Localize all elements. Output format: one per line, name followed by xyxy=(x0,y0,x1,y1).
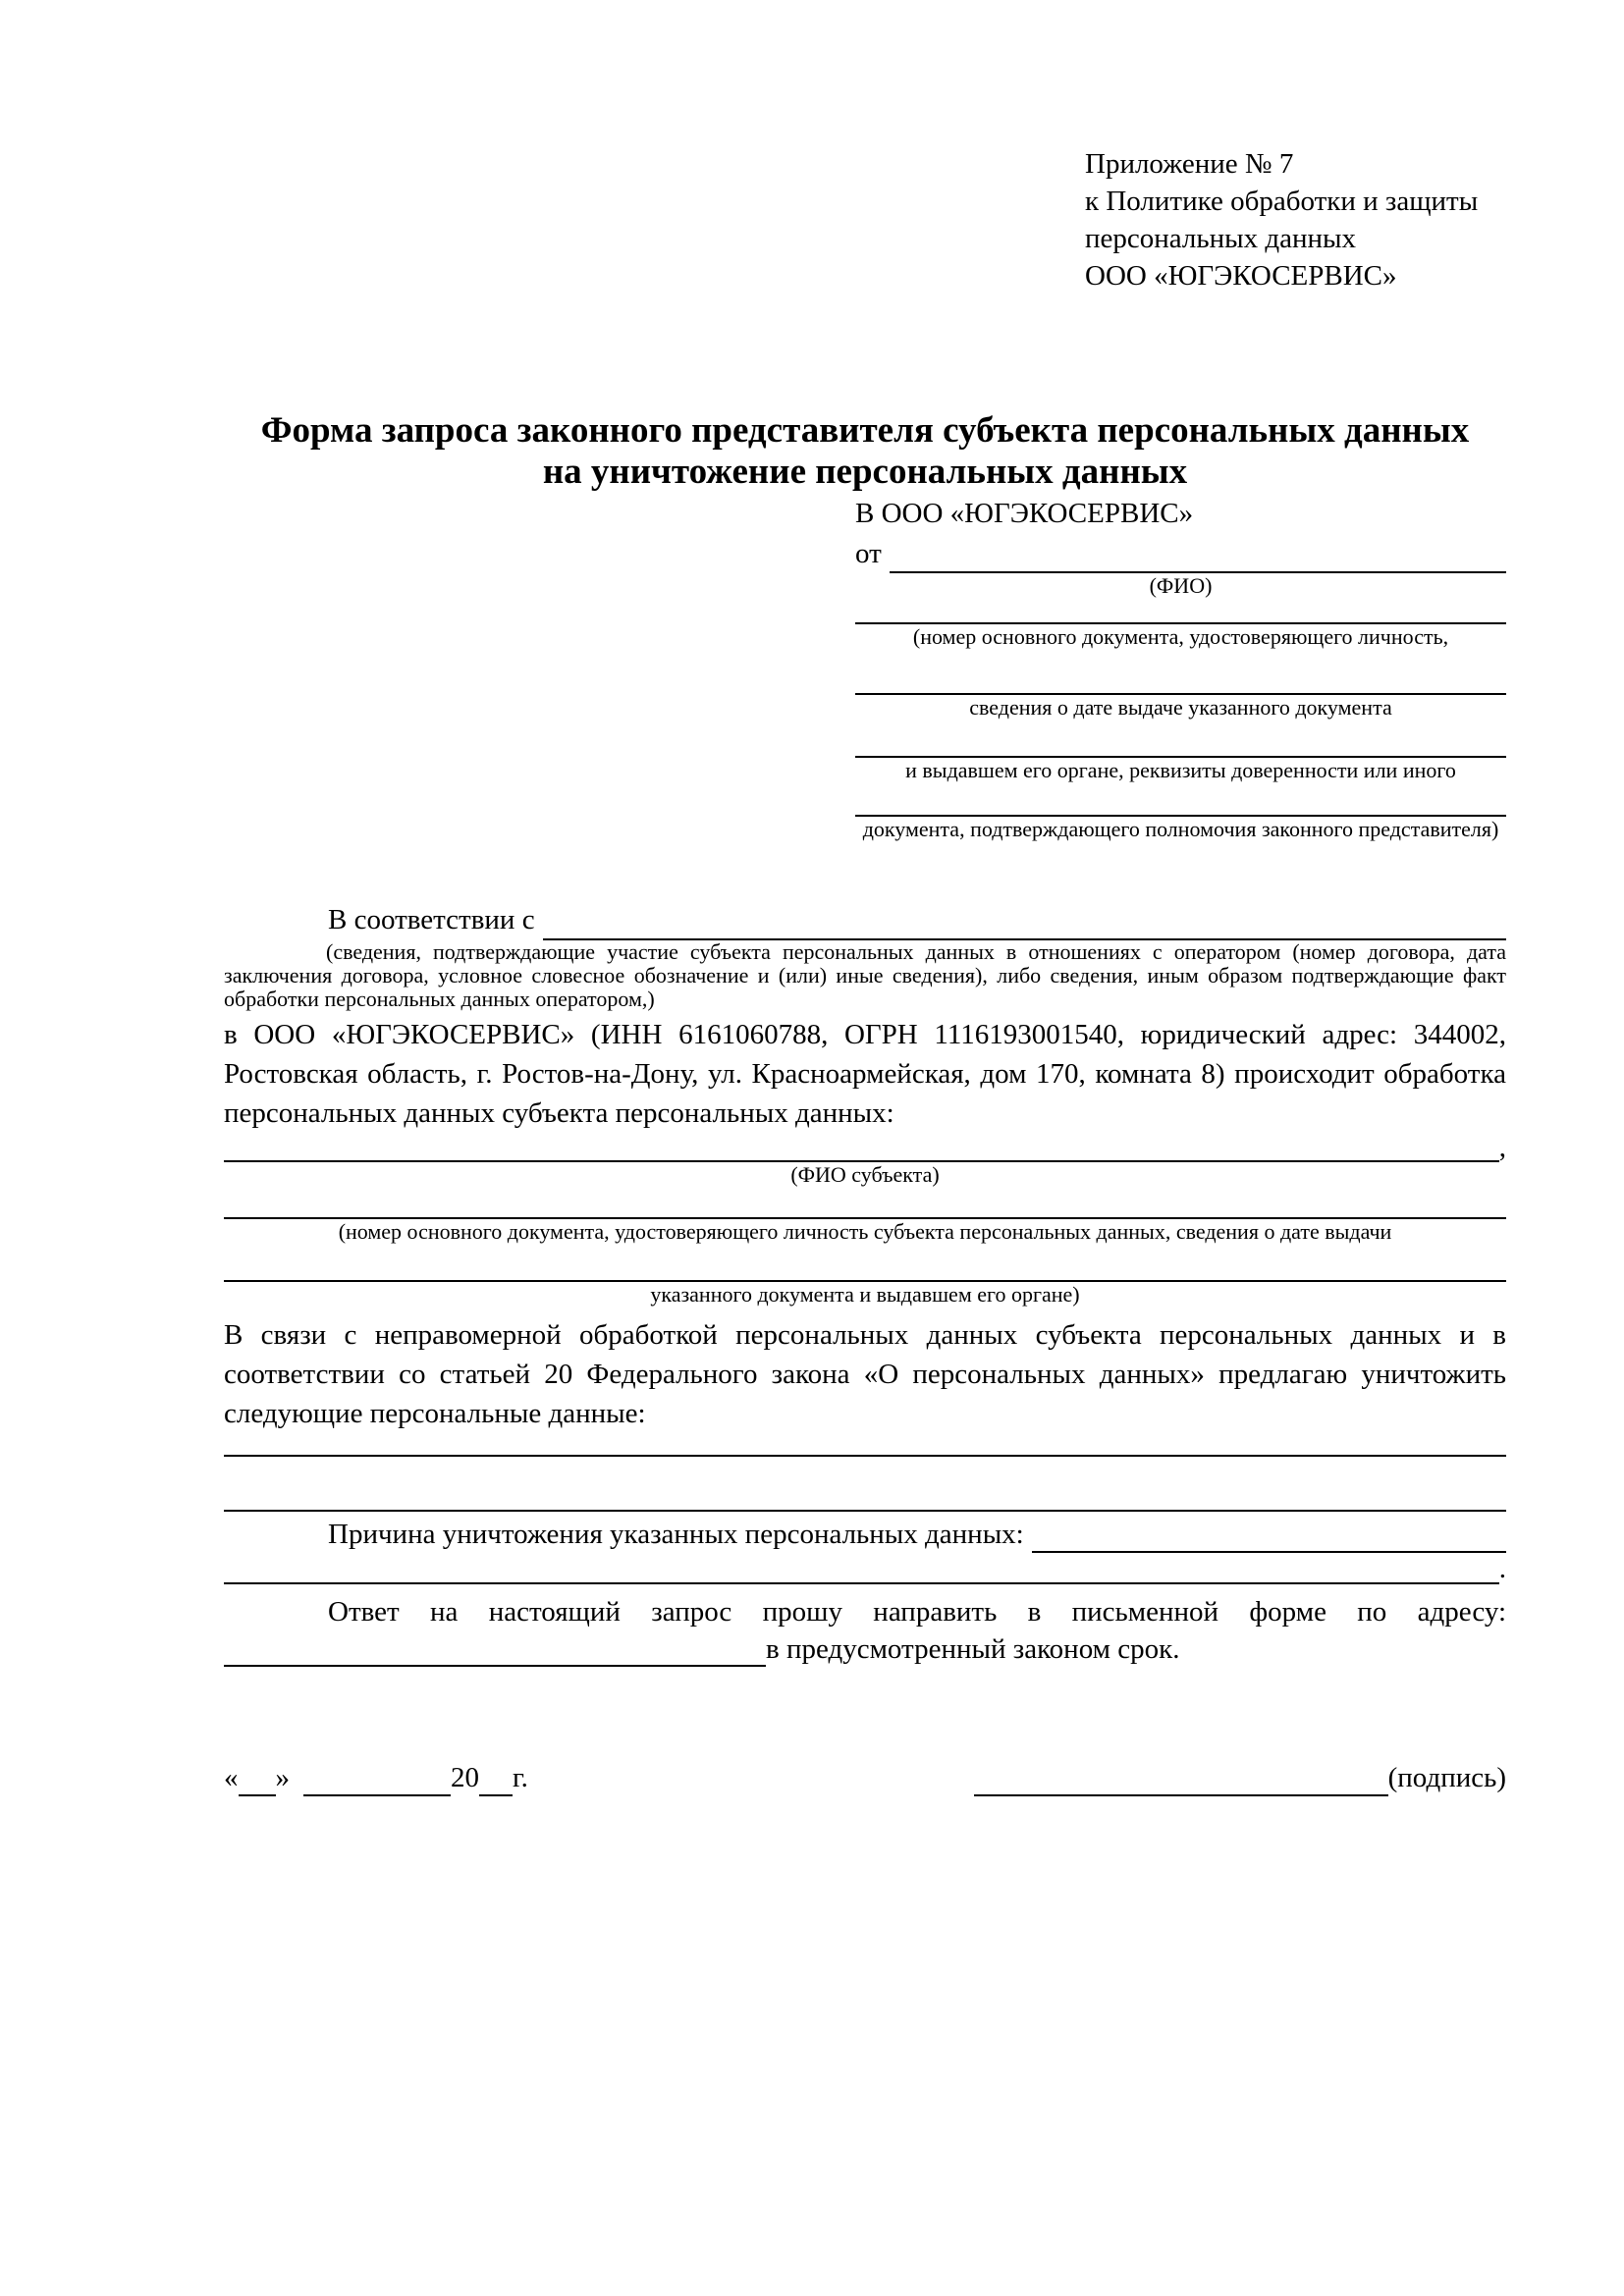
close-quote: » xyxy=(275,1762,290,1793)
reason-row xyxy=(224,1516,1506,1553)
personal-data-blank-line-2 xyxy=(224,1457,1506,1512)
open-quote: « xyxy=(224,1762,239,1793)
appendix-header xyxy=(1085,145,1506,294)
footer-row xyxy=(224,1759,1506,1796)
accordance-label: В соответствии с xyxy=(328,904,535,935)
signature-caption: (подпись) xyxy=(1387,1762,1506,1793)
appendix-line-3: персональных данных xyxy=(1085,223,1357,254)
reason-continuation-row xyxy=(224,1553,1506,1584)
form-title-line2: на уничтожение персональных данных xyxy=(542,452,1188,492)
subject-fio-caption: (ФИО субъекта) xyxy=(790,1162,940,1187)
representative-doc-blank-line-1 xyxy=(855,599,1506,624)
personal-data-blank-line-1 xyxy=(224,1433,1506,1457)
reason-label: Причина уничтожения указанных персональных данных: xyxy=(328,1519,1024,1550)
representative-doc-caption-1: (номер основного документа, удостоверяющего личность, xyxy=(912,624,1449,649)
subject-doc-blank-line-2 xyxy=(224,1245,1506,1282)
period-mark: . xyxy=(1498,1553,1506,1584)
reply-address-row xyxy=(224,1631,1506,1667)
subject-doc-caption-1: (номер основного документа, удостоверяющего личность субъекта персональных данных, сведения о дате выдачи xyxy=(338,1219,1392,1244)
appendix-line-1: Приложение № 7 xyxy=(1085,148,1294,180)
reason-blank-line xyxy=(1032,1551,1506,1553)
year-prefix: 20 xyxy=(451,1762,479,1793)
year-suffix: г. xyxy=(513,1762,528,1793)
subject-fio-row xyxy=(224,1133,1506,1162)
representative-doc-blank-line-4 xyxy=(855,783,1506,817)
reply-address-blank-line xyxy=(224,1665,766,1667)
reply-tail: в предусмотренный законом срок. xyxy=(766,1633,1180,1665)
from-row xyxy=(855,534,1506,573)
reason-blank-line-2 xyxy=(224,1582,1499,1584)
accordance-row xyxy=(224,899,1506,940)
request-paragraph: В связи с неправомерной обработкой персональных данных субъекта персональных данных и в соответствии со статьей 20 Федерального закона «О персональных данных» предлагаю уничтожить следующие персональные данные: xyxy=(224,1319,1506,1429)
signature-field xyxy=(974,1759,1506,1796)
reply-paragraph: Ответ на настоящий запрос прошу направить в письменной форме по адресу: xyxy=(328,1596,1506,1628)
representative-doc-caption-4: документа, подтверждающего полномочия законного представителя) xyxy=(862,817,1499,841)
representative-doc-blank-line-2 xyxy=(855,650,1506,695)
year-blank-line xyxy=(479,1769,513,1796)
representative-doc-blank-line-3 xyxy=(855,721,1506,758)
month-blank-line xyxy=(303,1769,451,1796)
from-label: от xyxy=(855,538,882,569)
form-title-line1: Форма запроса законного представителя субъекта персональных данных xyxy=(260,410,1470,451)
addressee-block xyxy=(855,493,1506,842)
subject-doc-caption-2: указанного документа и выдавшем его органе) xyxy=(650,1282,1080,1307)
date-field xyxy=(224,1759,528,1796)
subject-doc-blank-line-1 xyxy=(224,1188,1506,1219)
representative-doc-caption-2: сведения о дате выдаче указанного документа xyxy=(969,695,1392,720)
comma-mark: , xyxy=(1498,1132,1506,1163)
form-title xyxy=(224,410,1506,493)
accordance-note: (сведения, подтверждающие участие субъекта персональных данных в отношениях с оператором (номер договора, дата заключения договора, условное словесное обозначение и (или) иные сведения), либо сведения, иным образом подтверждающие факт обработки персональных данных оператором,) xyxy=(224,939,1506,1011)
appendix-line-2: к Политике обработки и защиты xyxy=(1085,186,1479,217)
operator-paragraph: в ООО «ЮГЭКОСЕРВИС» (ИНН 6161060788, ОГРН 1116193001540, юридический адрес: 344002, Ростовская область, г. Ростов-на-Дону, ул. Красноармейская, дом 170, комната 8) происходит обработка персональных данных субъекта персональных данных: xyxy=(224,1019,1506,1129)
addressee-company: В ООО «ЮГЭКОСЕРВИС» xyxy=(855,498,1194,529)
appendix-line-4: ООО «ЮГЭКОСЕРВИС» xyxy=(1085,260,1397,292)
document-content xyxy=(224,145,1506,1796)
fio-caption: (ФИО) xyxy=(1149,573,1213,598)
day-blank-line xyxy=(239,1769,276,1796)
signature-blank-line xyxy=(974,1769,1388,1796)
representative-doc-caption-3: и выдавшем его органе, реквизиты доверенности или иного xyxy=(905,758,1456,782)
